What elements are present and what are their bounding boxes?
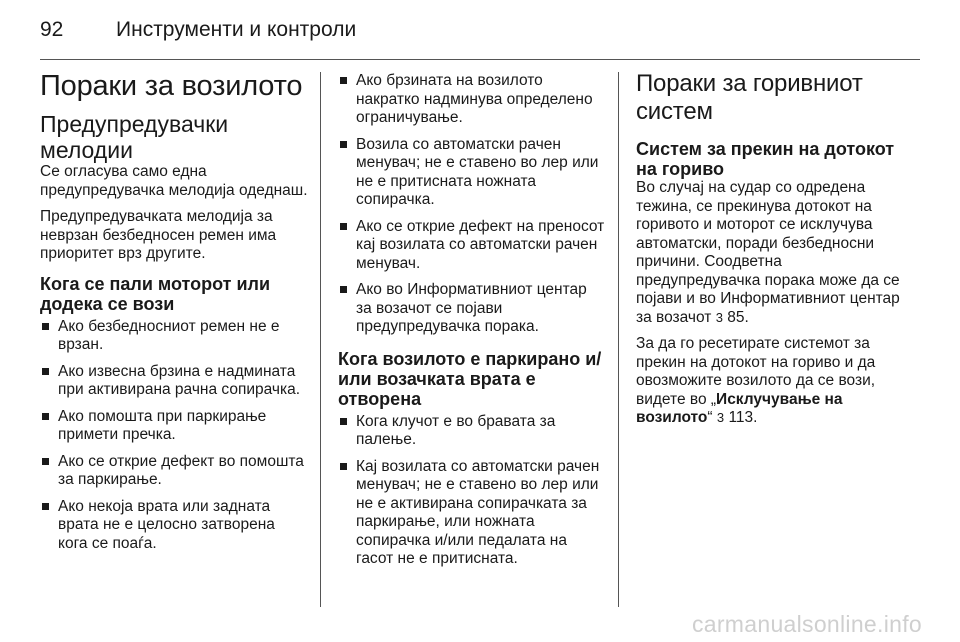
list-item: Ако безбедносниот ремен не е врзан. (40, 318, 308, 355)
list-driving-conditions-cont (338, 72, 606, 337)
list-item: Кога клучот е во бравата за палење. (338, 413, 606, 450)
list-item: Ако извесна брзина е надмината при активирана рачна сопирачка. (40, 363, 308, 400)
paragraph-chime-single: Се огласува само една предупредувачка мелодија одеднаш. (40, 163, 308, 199)
paragraph-reset-system: За да го ресетирате системот за прекин на дотокот на гориво и да овозможите возилото да се вози, видете во „Исклучување на возилото“ 3 113. (636, 335, 876, 426)
subheading-warning-chimes: Предупредувачки мелодии (40, 111, 229, 163)
section-heading-vehicle-messages: Пораки за возилото (40, 70, 303, 102)
list-driving-conditions (40, 318, 308, 554)
list-item: Ако се открие дефект на преносот кај возилата со автоматски рачен менувач. (338, 218, 606, 274)
column-divider-1 (320, 72, 321, 607)
column-2 (338, 70, 606, 577)
cross-reference-title[interactable]: Исклучување на возилото (636, 390, 843, 426)
page-number: 92 (40, 18, 64, 41)
column-divider-2 (618, 72, 619, 607)
column-1 (40, 70, 308, 561)
watermark: carmanualsonline.info (691, 611, 922, 637)
list-item: Ако се открие дефект во помошта за паркирање. (40, 453, 308, 490)
paragraph-fuel-cutoff: Во случај на судар со одредена тежина, се прекинува дотокот на горивото и моторот се исклучува автоматски, поради безбедносни причини. Соодветна предупредувачка порака може да се појави и во Информативниот центар за возачот 3 85. (636, 179, 900, 326)
page-header (40, 14, 920, 46)
paragraph-chime-priority: Предупредувачката мелодија за неврзан безбедносен ремен има приоритет врз другите. (40, 208, 277, 262)
heading-fuel-cutoff: Систем за прекин на дотокот на гориво (636, 139, 895, 179)
list-item: Ако во Информативниот центар за возачот се појави предупредувачка порака. (338, 281, 606, 337)
column-3 (636, 70, 906, 436)
heading-when-driving: Кога се пали моторот или додека се вози (40, 273, 271, 314)
page-ref-number[interactable]: 113. (728, 409, 758, 426)
page-ref-icon: 3 (715, 309, 723, 325)
header-rule (40, 59, 920, 60)
list-parked-conditions (338, 413, 606, 569)
list-item: Кај возилата со автоматски рачен менувач; не е ставено во лер или не е активирана сопирачката за паркирање, или ножната сопирачка и/или педалата на гасот не е притисната. (338, 458, 606, 569)
heading-when-parked: Кога возилото е паркирано и/или возачката врата е отворена (338, 348, 602, 409)
section-heading-fuel-system-messages: Пораки за горивниот систем (636, 70, 863, 125)
chapter-title: Инструменти и контроли (116, 18, 357, 41)
page-ref-number[interactable]: 85. (727, 308, 749, 326)
page-ref-icon: 3 (716, 410, 725, 425)
list-item: Ако помошта при паркирање примети пречка. (40, 408, 308, 445)
list-item: Ако брзината на возилото накратко надминува определено ограничување. (338, 72, 606, 128)
list-item: Возила со автоматски рачен менувач; не е ставено во лер или не е притисната ножната сопирачка. (338, 136, 606, 210)
list-item: Ако некоја врата или задната врата не е целосно затворена кога се поаѓа. (40, 498, 308, 554)
